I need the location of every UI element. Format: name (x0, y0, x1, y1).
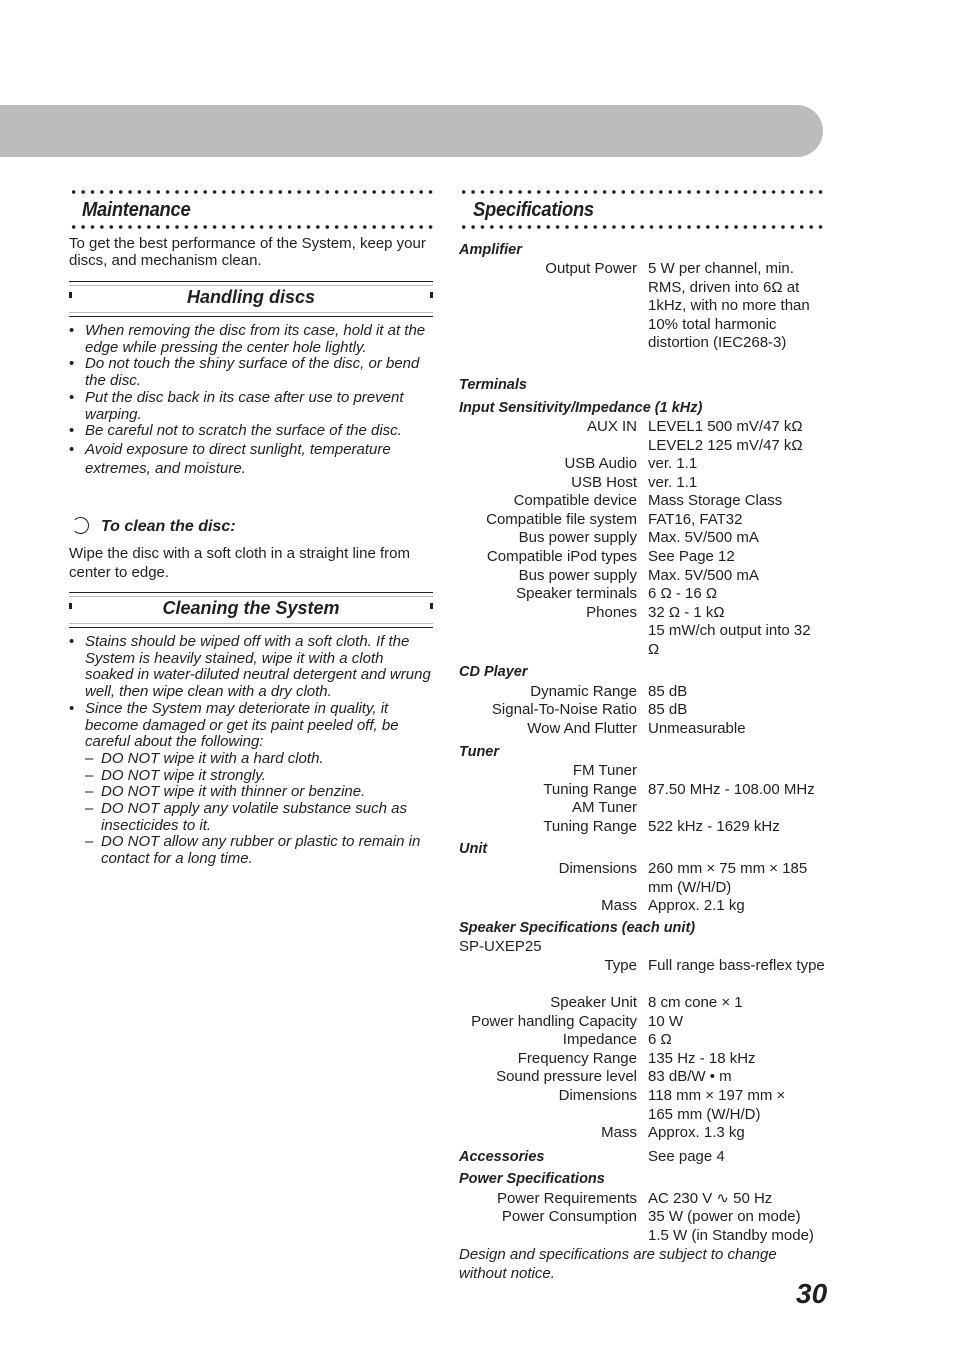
dash-item: – DO NOT allow any rubber or plastic to remain in contact for a long time. (85, 834, 435, 867)
dash-item: – DO NOT wipe it with thinner or benzine. (85, 784, 435, 801)
input-sensitivity-heading: Input Sensitivity/Impedance (1 kHz) (459, 400, 703, 416)
list-item: • Be careful not to scratch the surface of the disc. (69, 423, 435, 440)
spec-value: 15 mW/ch output into 32 Ω (648, 622, 811, 658)
spec-label: Compatible device (513, 492, 637, 509)
spec-value: 118 mm × 197 mm × 165 mm (W/H/D) (648, 1087, 786, 1123)
spec-label: Signal-To-Noise Ratio (491, 701, 637, 718)
spec-label: Sound pressure level (496, 1068, 637, 1085)
spec-value: Max. 5V/500 mA (648, 529, 759, 546)
spec-value: See Page 12 (648, 548, 735, 565)
spec-value: 5 W per channel, min. RMS, driven into 6Ω at 1kHz, with no more than 10% total harmonic distortion (IEC268-3) (648, 260, 810, 351)
cleaning-list (69, 634, 435, 868)
spec-value: 6 Ω - 16 Ω (648, 585, 718, 602)
cleaning-system-heading (69, 592, 433, 628)
spec-value: Full range bass-reflex type (648, 957, 825, 974)
spec-value: 135 Hz - 18 kHz (648, 1050, 756, 1067)
handling-list (69, 323, 435, 478)
spec-value: 87.50 MHz - 108.00 MHz (648, 781, 815, 798)
spec-value: ver. 1.1 (648, 455, 698, 472)
spec-value: 83 dB/W • m (648, 1068, 732, 1085)
list-item: • Put the disc back in its case after use to prevent warping. (69, 390, 435, 423)
speaker-model-text: SP-UXEP25 (459, 938, 542, 955)
spec-value: ver. 1.1 (648, 474, 698, 491)
spec-label: Dimensions (558, 860, 637, 877)
spec-value: 85 dB (648, 683, 688, 700)
handling-discs-title: Handling discs (186, 287, 316, 307)
dash-item: – DO NOT wipe it strongly. (85, 768, 435, 785)
spec-value: 1.5 W (in Standby mode) (648, 1227, 814, 1244)
dotted-rule-bottom (459, 224, 825, 230)
dotted-rule-top (69, 189, 435, 195)
spec-label: Compatible iPod types (486, 548, 637, 565)
dash-list (85, 751, 435, 868)
spec-label: Tuning Range (543, 781, 637, 798)
spec-label: Speaker terminals (516, 585, 637, 602)
accessories-heading: Accessories (459, 1149, 545, 1165)
spec-label: Power Consumption (501, 1208, 637, 1225)
header-bar (0, 105, 823, 157)
maintenance-title: Maintenance (82, 199, 191, 221)
list-item: • Do not touch the shiny surface of the disc, or bend the disc. (69, 356, 435, 389)
spec-value: Approx. 1.3 kg (648, 1124, 745, 1141)
spec-value: LEVEL1 500 mV/47 kΩ (648, 418, 803, 435)
cleaning-system-title: Cleaning the System (162, 598, 340, 618)
spec-label: Mass (601, 897, 637, 914)
terminals-heading: Terminals (459, 377, 527, 393)
spec-label: Dynamic Range (530, 683, 637, 700)
spec-value: LEVEL2 125 mV/47 kΩ (648, 437, 803, 454)
spec-value: 85 dB (648, 701, 688, 718)
speaker-spec-heading: Speaker Specifications (each unit) (459, 920, 696, 936)
spec-value: 6 Ω (648, 1031, 672, 1048)
spec-label: Speaker Unit (550, 994, 637, 1011)
spec-label: FM Tuner (572, 762, 637, 779)
power-spec-heading: Power Specifications (459, 1171, 605, 1187)
spec-label: AUX IN (586, 418, 637, 435)
speaker-model (459, 938, 839, 957)
spec-value: 260 mm × 75 mm × 185 mm (W/H/D) (648, 860, 808, 896)
list-item-text: Since the System may deteriorate in quality, it become damaged or get its paint peeled off, be careful about the following: (85, 699, 399, 751)
spec-label: Wow And Flutter (527, 720, 637, 737)
spec-value: Unmeasurable (648, 720, 746, 737)
list-item: • Avoid exposure to direct sunlight, temperature extremes, and moisture. (69, 440, 435, 478)
spec-label: Power Requirements (496, 1190, 637, 1207)
spec-value: 522 kHz - 1629 kHz (648, 818, 780, 835)
spec-label: AM Tuner (571, 799, 637, 816)
cd-player-heading: CD Player (459, 664, 528, 680)
spec-value: See page 4 (648, 1148, 725, 1165)
list-item (69, 701, 435, 868)
dotted-rule-bottom (69, 224, 435, 230)
unit-heading: Unit (459, 841, 488, 857)
page-number: 30 (796, 1278, 828, 1309)
spec-label: Compatible file system (486, 511, 637, 528)
spec-label: Bus power supply (518, 567, 637, 584)
list-item: • Stains should be wiped off with a soft cloth. If the System is heavily stained, wipe it with a cloth soaked in water-diluted neutral detergent and wrung well, then wipe clean with a dry cloth. (69, 634, 435, 701)
spec-value: 35 W (power on mode) (648, 1208, 801, 1225)
spec-value: Max. 5V/500 mA (648, 567, 759, 584)
spec-label: USB Audio (564, 455, 637, 472)
amplifier-heading: Amplifier (459, 242, 522, 258)
spec-label: Impedance (562, 1031, 637, 1048)
spec-value: FAT16, FAT32 (648, 511, 743, 528)
spec-label: Dimensions (558, 1087, 637, 1104)
list-item: • When removing the disc from its case, hold it at the edge while pressing the center hole lightly. (69, 323, 435, 356)
clean-disc-text: Wipe the disc with a soft cloth in a straight line from center to edge. (69, 545, 410, 581)
spec-label: Output Power (545, 260, 637, 277)
spec-label: Type (604, 957, 637, 974)
spec-label: Bus power supply (518, 529, 637, 546)
spec-label: USB Host (571, 474, 637, 491)
tuner-heading: Tuner (459, 744, 500, 760)
spec-label: Tuning Range (543, 818, 637, 835)
spec-value: 32 Ω - 1 kΩ (648, 604, 725, 621)
maintenance-intro: To get the best performance of the System, keep your discs, and mechanism clean. (69, 235, 426, 269)
specifications-title: Specifications (473, 199, 594, 221)
dash-item: – DO NOT apply any volatile substance such as insecticides to it. (85, 801, 435, 834)
circle-bullet-icon (72, 517, 89, 534)
dotted-rule-top (459, 189, 825, 195)
handling-discs-heading (69, 281, 433, 317)
dash-item: – DO NOT wipe it with a hard cloth. (85, 751, 435, 768)
spec-value: AC 230 V ∿ 50 Hz (648, 1190, 773, 1207)
spec-label: Power handling Capacity (471, 1013, 637, 1030)
spec-value: 8 cm cone × 1 (648, 994, 743, 1011)
spec-value: Mass Storage Class (648, 492, 783, 509)
spec-value: 10 W (648, 1013, 684, 1030)
disclaimer: Design and specifications are subject to change without notice. (459, 1246, 777, 1282)
clean-disc-title: To clean the disc: (101, 518, 236, 535)
spec-label: Frequency Range (517, 1050, 637, 1067)
spec-value: Approx. 2.1 kg (648, 897, 745, 914)
spec-label: Phones (586, 604, 637, 621)
spec-label: Mass (601, 1124, 637, 1141)
